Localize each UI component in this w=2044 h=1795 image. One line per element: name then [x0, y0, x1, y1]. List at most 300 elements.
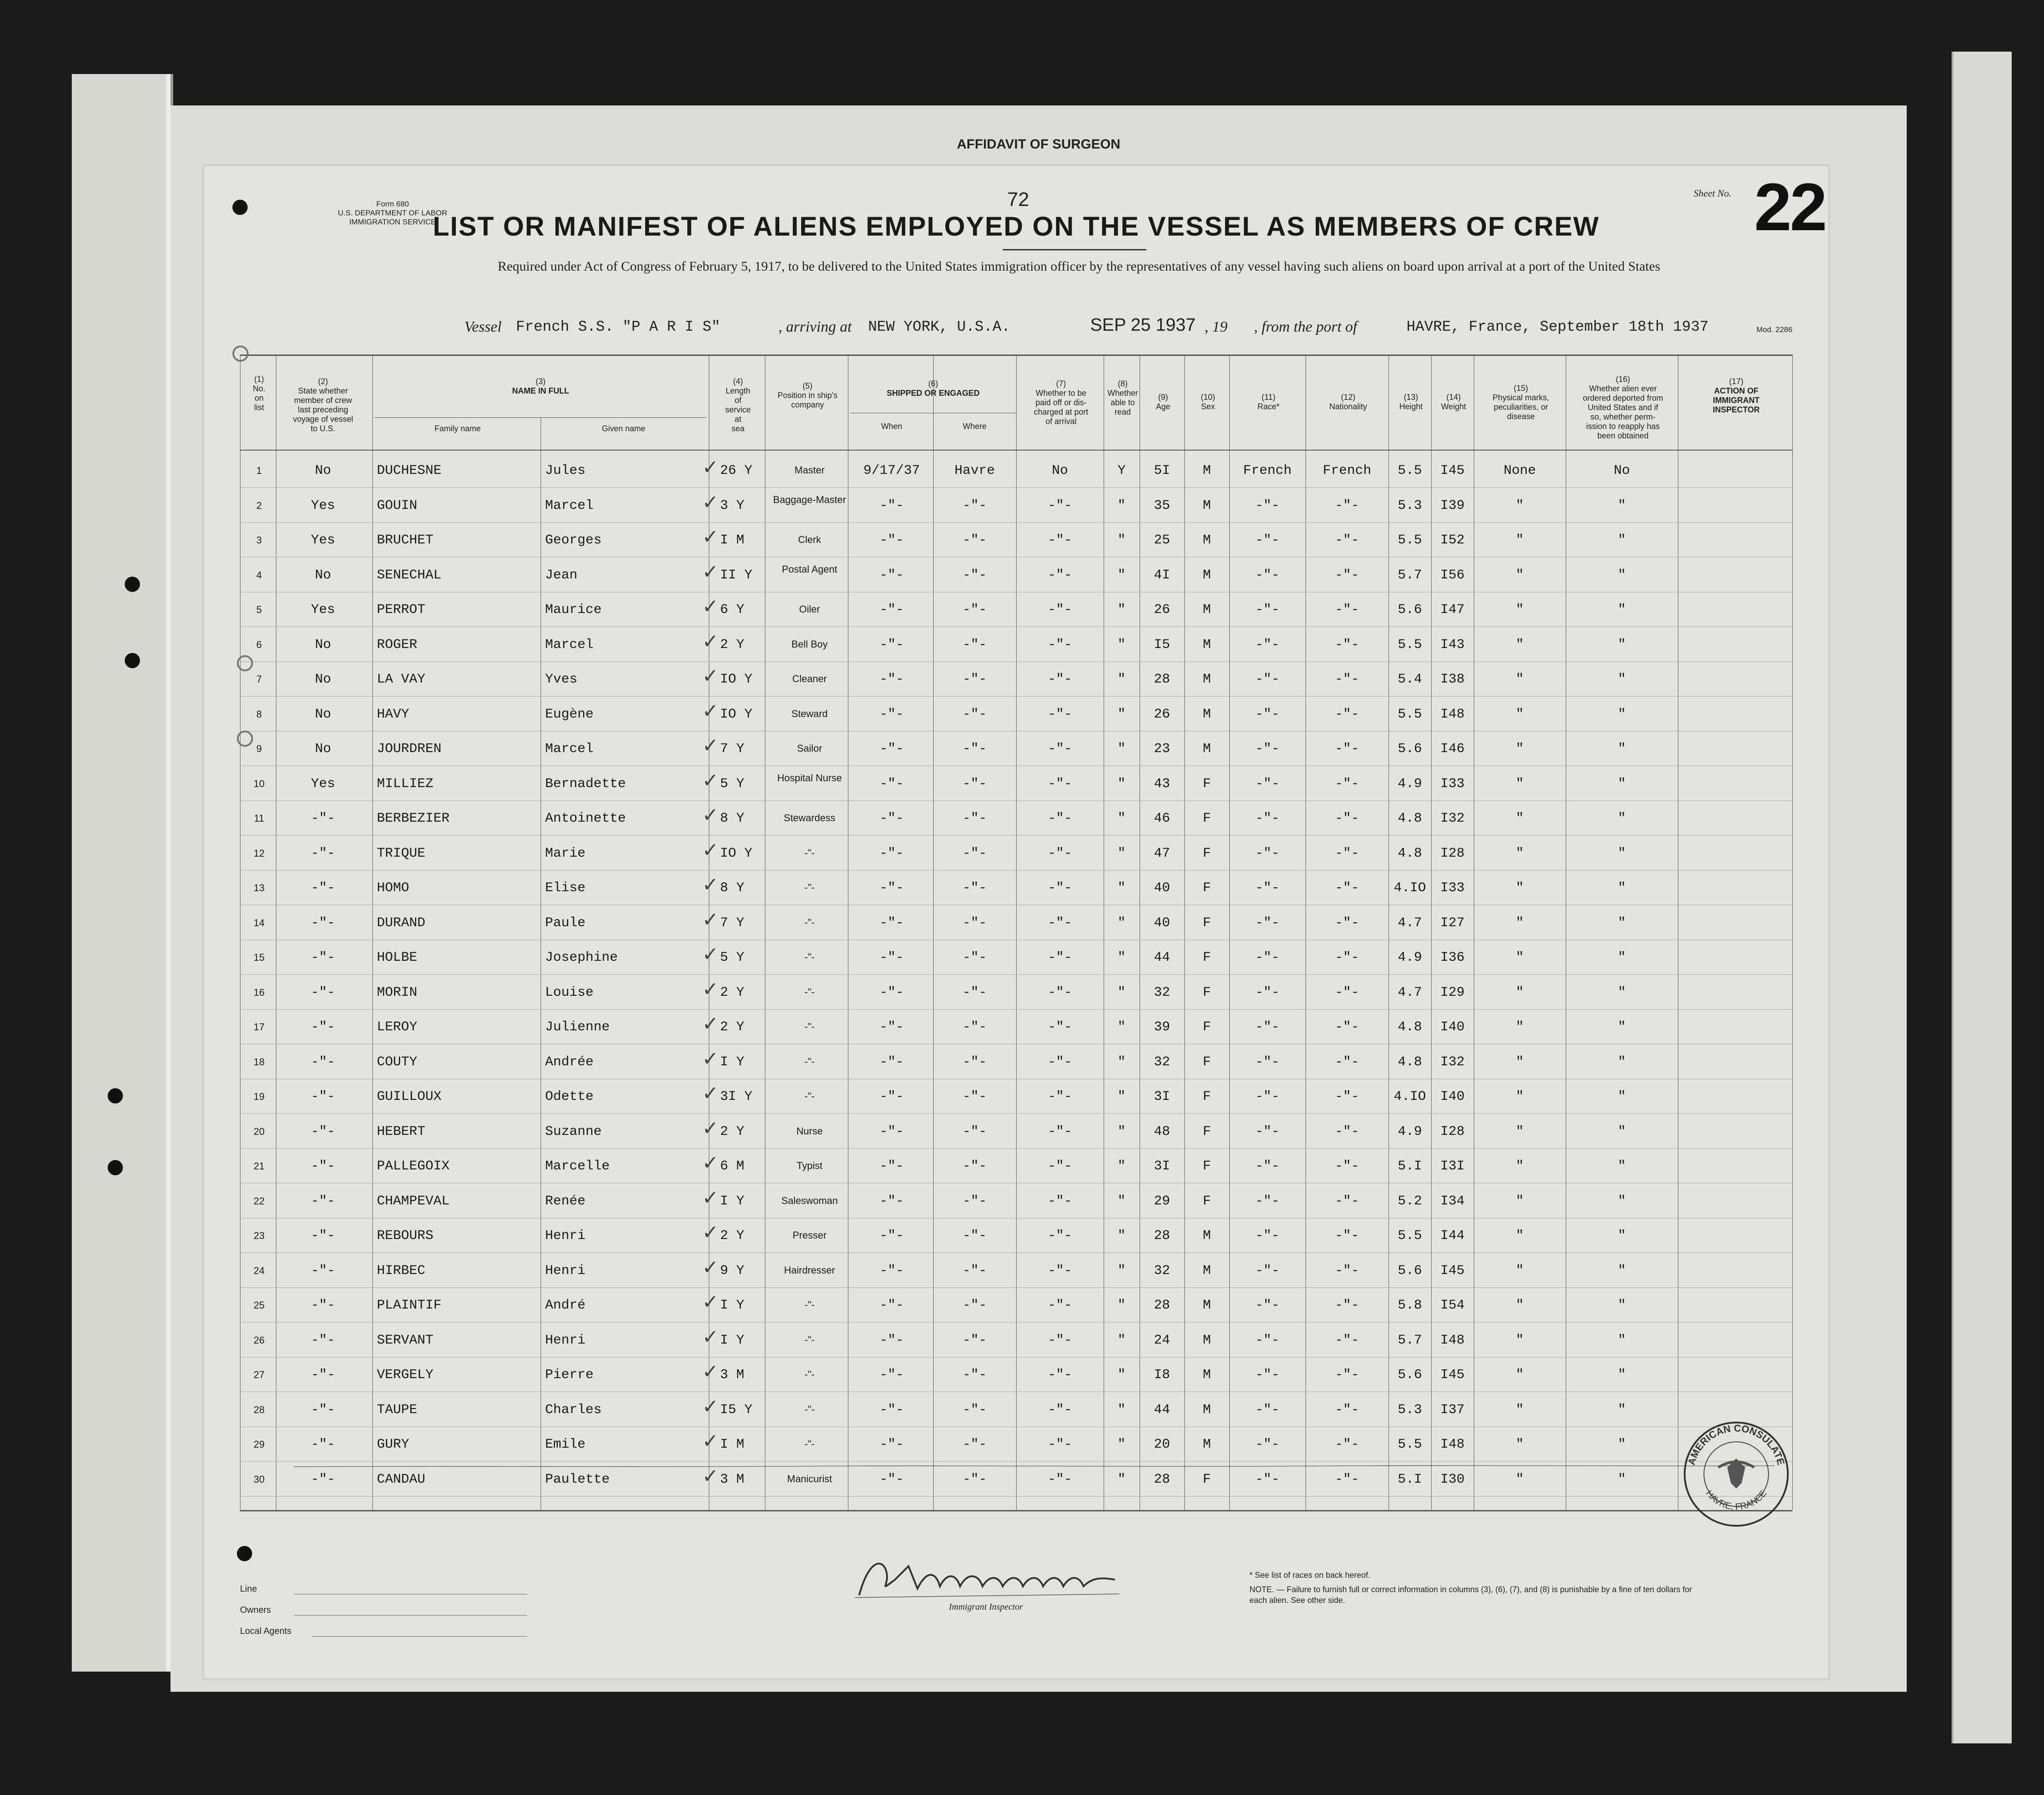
cell-when: -"-	[879, 1263, 904, 1278]
cell-nat: -"-	[1335, 1159, 1359, 1174]
cell-position: Oiler	[799, 604, 820, 615]
binder-hole	[125, 653, 140, 668]
cell-paid: -"-	[1048, 985, 1072, 1000]
cell-height: 5.5	[1398, 637, 1422, 652]
cell-nat: -"-	[1335, 950, 1359, 965]
cell-where: -"-	[962, 776, 987, 792]
cell-marks: "	[1516, 915, 1524, 931]
handwritten-number: 72	[1007, 188, 1029, 210]
cell-deported: "	[1617, 1054, 1626, 1070]
check-mark-icon: ✓	[702, 1464, 719, 1488]
cell-position: Bell Boy	[791, 638, 828, 650]
table-row	[204, 906, 1828, 940]
cell-age: 3I	[1153, 1159, 1170, 1174]
cell-weight: I27	[1440, 915, 1465, 931]
check-mark-icon: ✓	[702, 1221, 719, 1244]
owners-rule	[294, 1615, 527, 1616]
svg-text:HAVRE, FRANCE	[1704, 1489, 1769, 1512]
cell-service: 8 Y	[720, 880, 745, 896]
cell-age: I8	[1153, 1367, 1170, 1383]
cell-paid: -"-	[1048, 1124, 1072, 1139]
cell-race: French	[1243, 463, 1292, 478]
cell-given: Louise	[545, 985, 594, 1000]
check-mark-icon: ✓	[702, 1360, 719, 1383]
binder-hole	[237, 731, 253, 747]
cell-sex: F	[1202, 1159, 1211, 1174]
cell-age: 4I	[1153, 567, 1170, 583]
cell-where: -"-	[962, 880, 987, 896]
cell-deported: "	[1617, 567, 1626, 583]
cell-position: Postal Agent	[782, 563, 838, 575]
cell-nat: French	[1323, 463, 1371, 478]
table-row	[204, 940, 1828, 975]
cell-when: -"-	[879, 1089, 904, 1104]
check-mark-icon: ✓	[702, 1430, 719, 1453]
arriving-label: , arriving at	[778, 319, 852, 335]
cell-position: -"-	[804, 1055, 815, 1067]
cell-sex: M	[1202, 567, 1211, 583]
cell-nat: -"-	[1335, 567, 1359, 583]
cell-race: -"-	[1255, 1193, 1280, 1209]
cell-no: 13	[253, 882, 265, 893]
cell-deported: "	[1617, 1159, 1626, 1174]
cell-deported: "	[1617, 845, 1626, 861]
cell-weight: I28	[1440, 1124, 1465, 1139]
cell-race: -"-	[1255, 1402, 1280, 1418]
cell-family: JOURDREN	[377, 741, 442, 757]
cell-height: 5.2	[1398, 1193, 1422, 1209]
owners-label: Owners	[240, 1605, 271, 1615]
cell-position: Hospital Nurse	[777, 772, 842, 784]
race-note: * See list of races on back hereof.	[1249, 1571, 1371, 1580]
cell-height: 4.IO	[1393, 1089, 1426, 1104]
mod-number: Mod. 2286	[1756, 325, 1793, 334]
cell-prev: Yes	[310, 776, 335, 792]
cell-family: GURY	[377, 1437, 410, 1452]
cell-when: -"-	[879, 706, 904, 722]
page-title: LIST OR MANIFEST OF ALIENS EMPLOYED ON THE VESSEL AS MEMBERS OF CREW	[432, 211, 1600, 241]
cell-paid: -"-	[1048, 776, 1072, 792]
cell-deported: "	[1617, 498, 1626, 513]
cell-sex: F	[1202, 915, 1211, 931]
cell-paid: -"-	[1048, 1054, 1072, 1070]
cell-where: -"-	[962, 567, 987, 583]
cell-no: 27	[253, 1369, 265, 1380]
cell-deported: "	[1617, 1298, 1626, 1313]
cell-deported: "	[1617, 1228, 1626, 1243]
cell-where: -"-	[962, 602, 987, 617]
cell-deported: "	[1617, 602, 1626, 617]
table-row	[204, 662, 1828, 696]
cell-weight: I34	[1440, 1193, 1465, 1209]
cell-age: 3I	[1153, 1089, 1170, 1104]
cell-when: -"-	[879, 811, 904, 826]
cell-family: MILLIEZ	[377, 776, 434, 792]
cell-given: Marcel	[545, 637, 594, 652]
cell-family: VERGELY	[377, 1367, 434, 1383]
col-name-header: (3) NAME IN FULL	[512, 377, 569, 395]
cell-where: -"-	[962, 1159, 987, 1174]
cell-weight: I32	[1440, 1054, 1465, 1070]
cell-prev: -"-	[310, 1471, 335, 1487]
cell-race: -"-	[1255, 1054, 1280, 1070]
table-row	[204, 1045, 1828, 1079]
cell-position: Master	[794, 464, 825, 476]
form-line: Form 680	[376, 200, 409, 208]
table-row	[204, 1357, 1828, 1392]
table-row	[204, 871, 1828, 905]
cell-where: -"-	[962, 985, 987, 1000]
cell-prev: -"-	[310, 1159, 335, 1174]
check-mark-icon: ✓	[702, 630, 719, 653]
cell-when: -"-	[879, 1054, 904, 1070]
cell-weight: I56	[1440, 567, 1465, 583]
cell-no: 11	[254, 813, 264, 824]
cell-prev: -"-	[310, 1124, 335, 1139]
cell-paid: -"-	[1048, 498, 1072, 513]
cell-given: Henri	[545, 1228, 586, 1243]
cell-paid: -"-	[1048, 1228, 1072, 1243]
cell-given: Henri	[545, 1332, 586, 1348]
col-no-header: (1) No. on list	[253, 375, 266, 412]
cell-height: 5.5	[1398, 463, 1422, 478]
cell-read: "	[1117, 1159, 1126, 1174]
table-row	[204, 1427, 1828, 1462]
check-mark-icon: ✓	[702, 699, 719, 722]
cell-nat: -"-	[1335, 498, 1359, 513]
cell-given: Henri	[545, 1263, 586, 1278]
cell-service: I5 Y	[720, 1402, 753, 1418]
cell-where: -"-	[962, 1089, 987, 1104]
cell-no: 24	[253, 1265, 265, 1276]
cell-when: -"-	[879, 950, 904, 965]
cell-race: -"-	[1255, 672, 1280, 687]
cell-where: -"-	[962, 915, 987, 931]
table-row	[204, 1079, 1828, 1114]
cell-position: Sailor	[797, 743, 822, 754]
cell-race: -"-	[1255, 1228, 1280, 1243]
cell-no: 17	[253, 1021, 265, 1033]
cell-sex: M	[1202, 741, 1211, 757]
cell-where: -"-	[962, 672, 987, 687]
cell-when: -"-	[879, 637, 904, 652]
cell-prev: -"-	[310, 1298, 335, 1313]
cell-service: 7 Y	[720, 915, 745, 931]
cell-deported: "	[1617, 950, 1626, 965]
cell-position: Nurse	[796, 1125, 823, 1137]
cell-position: -"-	[804, 1403, 815, 1415]
cell-sex: F	[1202, 1089, 1211, 1104]
cell-service: 5 Y	[720, 776, 745, 792]
cell-age: 28	[1153, 1228, 1170, 1243]
cell-age: 46	[1153, 811, 1170, 826]
cell-family: GUILLOUX	[377, 1089, 442, 1104]
cell-when: 9/17/37	[863, 463, 920, 478]
inspector-signature	[850, 1553, 1128, 1602]
cell-age: 47	[1153, 845, 1170, 861]
cell-deported: "	[1617, 672, 1626, 687]
cell-no: 22	[253, 1195, 265, 1207]
cell-nat: -"-	[1335, 1471, 1359, 1487]
cell-when: -"-	[879, 1193, 904, 1209]
cell-family: DUCHESNE	[377, 463, 442, 478]
cell-when: -"-	[879, 915, 904, 931]
cell-family: REBOURS	[377, 1228, 434, 1243]
cell-weight: I40	[1440, 1020, 1465, 1035]
cell-given: Bernadette	[545, 776, 626, 792]
binder-hole	[237, 1546, 252, 1561]
cell-prev: -"-	[310, 1332, 335, 1348]
cell-read: "	[1117, 776, 1126, 792]
cell-marks: "	[1516, 741, 1524, 757]
cell-race: -"-	[1255, 1263, 1280, 1278]
cell-position: -"-	[804, 847, 815, 858]
cell-service: I Y	[720, 1054, 745, 1070]
cell-family: PERROT	[377, 602, 426, 617]
cell-sex: F	[1202, 776, 1211, 792]
cell-read: "	[1117, 498, 1126, 513]
cell-no: 19	[253, 1091, 265, 1102]
check-mark-icon: ✓	[702, 1291, 719, 1313]
cell-marks: "	[1516, 845, 1524, 861]
cell-age: I5	[1153, 637, 1170, 652]
cell-marks: "	[1516, 602, 1524, 617]
cell-given: Yves	[545, 672, 578, 687]
sheet-label: Sheet No.	[1694, 188, 1732, 199]
cell-service: 3 M	[720, 1471, 745, 1487]
cell-service: IO Y	[720, 672, 753, 687]
cell-race: -"-	[1255, 637, 1280, 652]
check-mark-icon: ✓	[702, 1047, 719, 1070]
cell-age: 40	[1153, 880, 1170, 896]
cell-no: 20	[253, 1125, 265, 1137]
col-race-header: (11) Race*	[1257, 393, 1280, 411]
cell-read: "	[1117, 1367, 1126, 1383]
cell-nat: -"-	[1335, 1437, 1359, 1452]
cell-given: André	[545, 1298, 586, 1313]
cell-race: -"-	[1255, 1020, 1280, 1035]
cell-age: 48	[1153, 1124, 1170, 1139]
cell-marks: "	[1516, 1402, 1524, 1418]
cell-where: -"-	[962, 1367, 987, 1383]
cell-height: 4.9	[1398, 950, 1422, 965]
cell-read: "	[1117, 741, 1126, 757]
cell-prev: -"-	[310, 915, 335, 931]
port-label: , from the port of	[1254, 319, 1358, 335]
cell-read: "	[1117, 706, 1126, 722]
table-row	[204, 1010, 1828, 1044]
cell-race: -"-	[1255, 602, 1280, 617]
cell-when: -"-	[879, 1332, 904, 1348]
cell-given: Pierre	[545, 1367, 594, 1383]
cell-age: 25	[1153, 533, 1170, 548]
cell-weight: I46	[1440, 741, 1465, 757]
cell-height: 5.5	[1398, 706, 1422, 722]
cell-position: Stewardess	[784, 812, 835, 823]
cell-when: -"-	[879, 880, 904, 896]
cell-read: "	[1117, 950, 1126, 965]
col-shipped-header: (6) SHIPPED OR ENGAGED	[887, 379, 980, 398]
check-mark-icon: ✓	[702, 560, 719, 583]
cell-deported: "	[1617, 1437, 1626, 1452]
table-row	[204, 453, 1828, 488]
cell-deported: "	[1617, 776, 1626, 792]
cell-weight: I48	[1440, 1332, 1465, 1348]
check-mark-icon: ✓	[702, 873, 719, 896]
cell-no: 29	[253, 1439, 265, 1450]
cell-read: "	[1117, 1193, 1126, 1209]
cell-position: -"-	[804, 916, 815, 928]
cell-no: 25	[253, 1300, 265, 1311]
cell-given: Jean	[545, 567, 578, 583]
cell-weight: I38	[1440, 672, 1465, 687]
cell-service: 3 Y	[720, 498, 745, 513]
cell-paid: -"-	[1048, 950, 1072, 965]
cell-service: IO Y	[720, 706, 753, 722]
cell-service: 5 Y	[720, 950, 745, 965]
cell-read: "	[1117, 1228, 1126, 1243]
cell-where: -"-	[962, 1193, 987, 1209]
cell-paid: -"-	[1048, 1402, 1072, 1418]
cell-age: 28	[1153, 1298, 1170, 1313]
cell-prev: -"-	[310, 1228, 335, 1243]
cell-no: 23	[253, 1230, 265, 1241]
cell-service: 2 Y	[720, 1124, 745, 1139]
cell-nat: -"-	[1335, 811, 1359, 826]
cell-weight: I33	[1440, 776, 1465, 792]
cell-nat: -"-	[1335, 776, 1359, 792]
cell-height: 4.8	[1398, 845, 1422, 861]
table-row	[204, 1184, 1828, 1218]
cell-when: -"-	[879, 1228, 904, 1243]
cell-when: -"-	[879, 741, 904, 757]
cell-sex: F	[1202, 1193, 1211, 1209]
cell-given: Suzanne	[545, 1124, 602, 1139]
cell-paid: -"-	[1048, 880, 1072, 896]
cell-nat: -"-	[1335, 602, 1359, 617]
cell-sex: M	[1202, 1437, 1211, 1452]
cell-age: 44	[1153, 950, 1170, 965]
cell-family: CHAMPEVAL	[377, 1193, 450, 1209]
col-paid-off-header: (7) Whether to be paid off or dis- charged at port of arrival	[1034, 379, 1088, 426]
table-row	[204, 627, 1828, 662]
cell-read: "	[1117, 637, 1126, 652]
cell-no: 16	[253, 986, 265, 998]
cell-no: 12	[253, 847, 265, 859]
cell-paid: -"-	[1048, 1437, 1072, 1452]
cell-service: 8 Y	[720, 811, 745, 826]
table-row	[204, 523, 1828, 557]
cell-nat: -"-	[1335, 672, 1359, 687]
cell-prev: -"-	[310, 880, 335, 896]
seal-ring-text: AMERICAN CONSULATE	[1686, 1422, 1787, 1467]
cell-age: 32	[1153, 1054, 1170, 1070]
consulate-seal	[1680, 1418, 1792, 1530]
inspector-caption: Immigrant Inspector	[949, 1602, 1023, 1612]
cell-paid: -"-	[1048, 1159, 1072, 1174]
cell-when: -"-	[879, 985, 904, 1000]
cell-paid: -"-	[1048, 637, 1072, 652]
cell-service: 6 Y	[720, 602, 745, 617]
cell-when: -"-	[879, 1367, 904, 1383]
col-position-header: (5) Position in ship's company	[777, 381, 838, 409]
cell-family: MORIN	[377, 985, 418, 1000]
cell-read: "	[1117, 1402, 1126, 1418]
cell-marks: "	[1516, 811, 1524, 826]
cell-prev: No	[314, 567, 331, 583]
cell-prev: No	[314, 463, 331, 478]
affidavit-heading: AFFIDAVIT OF SURGEON	[956, 137, 1121, 152]
cell-sex: M	[1202, 1402, 1211, 1418]
cell-read: "	[1117, 845, 1126, 861]
cell-prev: -"-	[310, 1193, 335, 1209]
cell-weight: I28	[1440, 845, 1465, 861]
vessel-line	[464, 314, 1900, 341]
cell-read: "	[1117, 985, 1126, 1000]
cell-age: 35	[1153, 498, 1170, 513]
cell-paid: -"-	[1048, 811, 1072, 826]
cell-family: SERVANT	[377, 1332, 434, 1348]
cell-nat: -"-	[1335, 1298, 1359, 1313]
cell-paid: -"-	[1048, 672, 1072, 687]
cell-prev: -"-	[310, 1020, 335, 1035]
cell-position: Steward	[791, 708, 828, 719]
cell-service: I M	[720, 533, 745, 548]
cell-age: 32	[1153, 985, 1170, 1000]
cell-deported: "	[1617, 533, 1626, 548]
cell-no: 26	[253, 1334, 265, 1346]
strike-through-line	[294, 1465, 1774, 1468]
cell-given: Maurice	[545, 602, 602, 617]
form-line: U.S. DEPARTMENT OF LABOR	[338, 209, 447, 217]
cell-weight: I52	[1440, 533, 1465, 548]
cell-read: "	[1117, 1089, 1126, 1104]
cell-age: 24	[1153, 1332, 1170, 1348]
cell-position: Presser	[792, 1230, 827, 1241]
table-row	[204, 766, 1828, 801]
cell-nat: -"-	[1335, 1228, 1359, 1243]
cell-race: -"-	[1255, 1159, 1280, 1174]
cell-given: Elise	[545, 880, 586, 896]
cell-height: 5.I	[1398, 1159, 1422, 1174]
cell-deported: "	[1617, 637, 1626, 652]
cell-given: Georges	[545, 533, 602, 548]
cell-where: -"-	[962, 1437, 987, 1452]
cell-position: -"-	[804, 1334, 815, 1345]
table-row	[204, 836, 1828, 871]
cell-height: 4.7	[1398, 985, 1422, 1000]
cell-deported: "	[1617, 811, 1626, 826]
cell-sex: M	[1202, 1298, 1211, 1313]
cell-position: Manicurist	[787, 1473, 832, 1484]
check-mark-icon: ✓	[702, 456, 719, 479]
cell-deported: No	[1613, 463, 1630, 478]
cell-where: -"-	[962, 1228, 987, 1243]
cell-read: "	[1117, 880, 1126, 896]
cell-marks: "	[1516, 1089, 1524, 1104]
binder-hole	[108, 1088, 123, 1103]
cell-age: 23	[1153, 741, 1170, 757]
cell-no: 4	[256, 569, 262, 581]
cell-given: Julienne	[545, 1020, 610, 1035]
cell-sex: M	[1202, 533, 1211, 548]
vessel-label: Vessel	[464, 319, 502, 335]
cell-service: 2 Y	[720, 1020, 745, 1035]
cell-age: 28	[1153, 1471, 1170, 1487]
cell-prev: Yes	[310, 533, 335, 548]
cell-nat: -"-	[1335, 1193, 1359, 1209]
check-mark-icon: ✓	[702, 595, 719, 618]
